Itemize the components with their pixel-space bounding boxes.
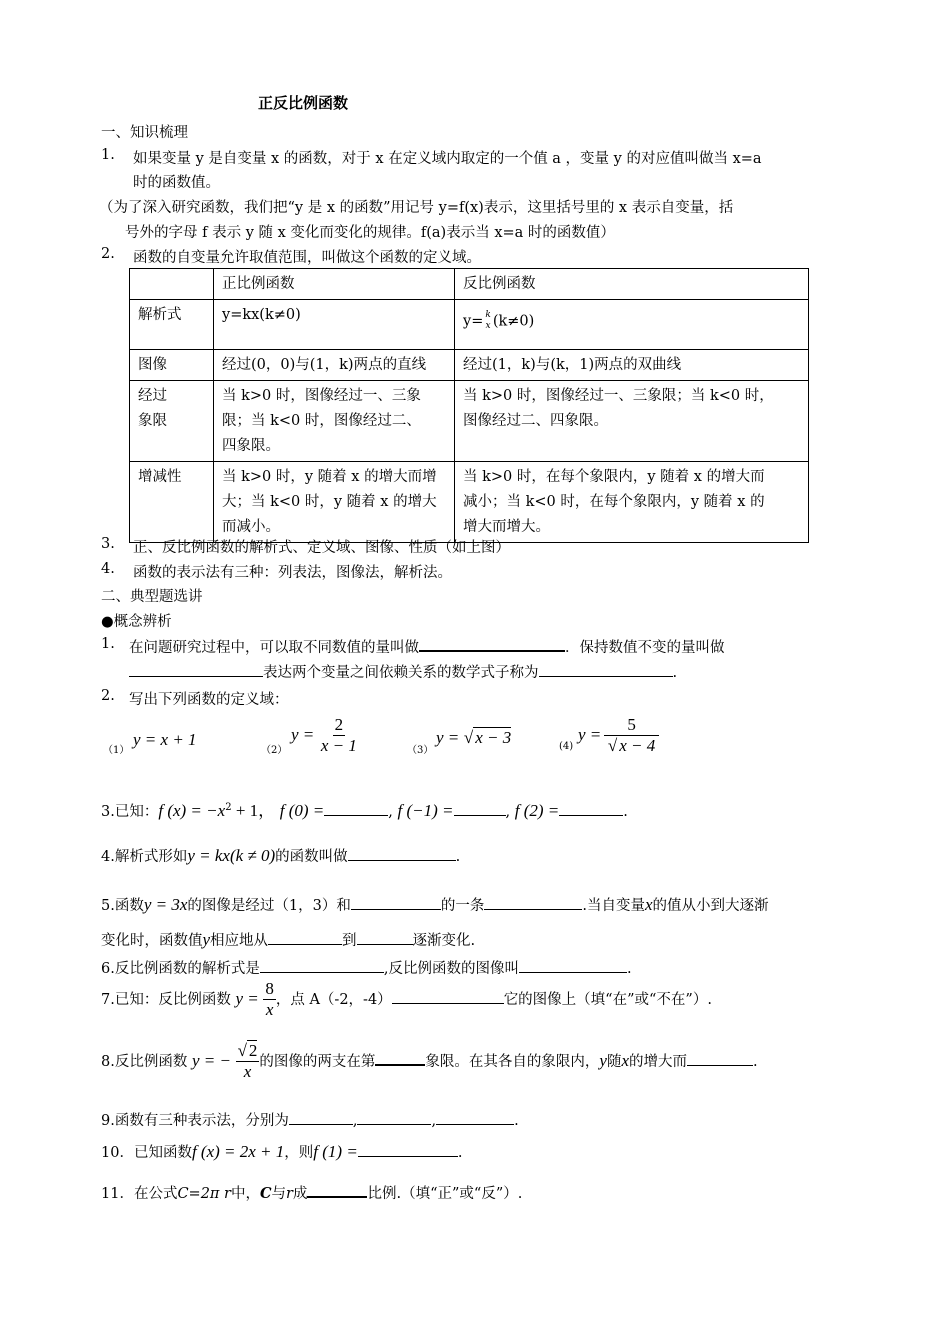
question-9-blank-2[interactable] xyxy=(357,1110,431,1125)
question-7-text-a: 7.已知：反比例函数 xyxy=(101,992,231,1009)
question-3-function: f (x) = −x xyxy=(158,801,226,820)
question-9: 9.函数有三种表示法，分别为 , , . xyxy=(101,1109,519,1130)
question-3: 3.已知：f $(x) = -x^2 + 1$， f (0) = , f (−1) = , f (2) = . xyxy=(101,801,628,820)
inverse-mono-line-3: 增大而增大。 xyxy=(463,519,550,535)
question-3-fneg1-label: f (−1) = xyxy=(397,801,454,820)
question-8: 8.反比例函数 y = − $\frac{√ 2}{x}$ 的图像的两支在第 象限。在其各自的象限内，y随x的增大而 . xyxy=(101,1041,758,1081)
inverse-formula-numerator: k xyxy=(485,310,491,320)
knowledge-item-1-line-2: 时的函数值。 xyxy=(133,175,220,191)
q2-item-3-formula xyxy=(436,728,511,748)
question-8-numerator: 2 xyxy=(248,1041,258,1060)
question-10-f1-label: f (1) = xyxy=(313,1142,358,1161)
row-label-graph: 图像 xyxy=(130,350,214,381)
question-4-text-b: 的函数叫做 xyxy=(275,849,348,865)
question-1-text-b: ．保持数值不变的量叫做 xyxy=(565,640,725,656)
knowledge-item-2-number: 2. xyxy=(101,246,115,262)
q2-item-4-radical-icon: √ xyxy=(607,735,618,755)
question-1-blank-1[interactable] xyxy=(419,636,565,652)
direct-mono-line-2: 大；当 k<0 时，y 随着 x 的增大 xyxy=(222,494,437,510)
question-4-text-a: 4.解析式形如 xyxy=(101,849,188,865)
inverse-mono-line-1: 当 k>0 时，在每个象限内，y 随着 x 的增大而 xyxy=(463,469,765,485)
direct-formula-text: y=kx(k≠0) xyxy=(222,307,301,323)
question-1-line-2 xyxy=(129,661,677,682)
inverse-formula-denominator: x xyxy=(485,320,491,331)
question-3-prefix: 3.已知： xyxy=(101,804,159,820)
q2-item-1-tag: （1） xyxy=(103,745,130,756)
question-3-function-tail: + 1， xyxy=(231,801,276,820)
question-7-denominator: x xyxy=(265,999,274,1019)
question-9-blank-1[interactable] xyxy=(289,1110,353,1125)
question-6: 6.反比例函数的解析式是 ,反比例函数的图像叫 . xyxy=(101,957,632,978)
question-5-var-y: y xyxy=(202,930,211,949)
question-1-text-c: 表达两个变量之间依赖关系的数学式子称为 xyxy=(263,665,539,681)
question-8-blank-1[interactable] xyxy=(375,1050,425,1066)
question-5-text-a: 5.函数 xyxy=(101,898,144,914)
cell-direct-monotonicity xyxy=(214,462,455,543)
table-row-monotonicity xyxy=(130,462,809,543)
question-10: 10．已知函数f (x) = 2x + 1，则f (1) = . xyxy=(101,1142,463,1161)
question-5-formula: y = 3x xyxy=(143,895,188,914)
cell-direct-quadrant xyxy=(214,381,455,462)
table-row-quadrant xyxy=(130,381,809,462)
question-11-var-r: r xyxy=(286,1186,293,1202)
question-7-lhs: y = xyxy=(235,989,259,1009)
row-label-quadrant xyxy=(130,381,214,462)
question-8-text-c: 象限。在其各自的象限内， xyxy=(425,1054,600,1071)
q2-item-3-lhs: y = xyxy=(436,728,460,747)
question-3-f2-label: f (2) = xyxy=(514,801,560,820)
knowledge-item-3-text: 正、反比例函数的解析式、定义域、图像、性质（如上图） xyxy=(133,540,510,556)
q2-item-4-formula xyxy=(578,716,657,756)
question-5-blank-2[interactable] xyxy=(484,895,582,910)
q2-item-1-formula: y = x + 1 xyxy=(133,730,197,749)
question-11-text-a: 11．在公式 xyxy=(101,1186,178,1202)
q2-item-2-denominator: x − 1 xyxy=(320,735,357,755)
q2-item-4-numerator: 5 xyxy=(604,716,659,736)
question-7-text-c: 它的图像上（填“在”或“不在”）. xyxy=(503,992,712,1009)
question-3-f0-blank[interactable] xyxy=(324,801,388,816)
question-1-text-d: . xyxy=(672,665,678,681)
direct-quadrant-line-3: 四象限。 xyxy=(222,438,280,454)
direct-quadrant-line-1: 当 k>0 时，图像经过一、三象 xyxy=(222,388,421,404)
question-7-numerator: 8 xyxy=(265,979,274,998)
question-11-formula: C=2π r xyxy=(177,1186,231,1202)
question-5-blank-4[interactable] xyxy=(357,930,413,945)
question-5-text-c: 的一条 xyxy=(440,898,485,914)
question-11-text-g: 成 xyxy=(292,1186,308,1202)
question-7 xyxy=(101,980,712,1020)
question-4-blank[interactable] xyxy=(348,846,456,861)
knowledge-item-1-number: 1. xyxy=(101,147,115,163)
section-heading-1: 一、知识梳理 xyxy=(101,125,188,141)
question-11-blank[interactable] xyxy=(307,1182,367,1198)
question-1-number: 1. xyxy=(101,636,115,652)
question-5-blank-3[interactable] xyxy=(268,930,342,945)
direct-mono-line-1: 当 k>0 时，y 随着 x 的增大而增 xyxy=(222,469,437,485)
question-10-blank[interactable] xyxy=(358,1142,458,1157)
question-5-line-1 xyxy=(101,894,769,915)
table-header-inverse: 反比例函数 xyxy=(455,269,809,300)
q2-item-4-lhs: y = xyxy=(578,725,602,745)
table-header-direct: 正比例函数 xyxy=(214,269,455,300)
cell-inverse-quadrant xyxy=(455,381,809,462)
question-8-var-y: y xyxy=(599,1051,607,1071)
inverse-formula-prefix: y= xyxy=(463,313,484,330)
table-row-graph xyxy=(130,350,809,381)
cell-inverse-formula xyxy=(455,300,809,350)
question-11-text-d: 与 xyxy=(271,1186,287,1202)
q2-item-2-tag: （2） xyxy=(261,745,288,756)
question-8-lhs: y = − xyxy=(191,1051,231,1071)
q2-item-3-tag: （3） xyxy=(407,745,434,756)
comparison-table xyxy=(129,268,809,543)
knowledge-item-1-line-1: 如果变量 y 是自变量 x 的函数，对于 x 在定义域内取定的一个值 a ，变量 y 的对应值叫做当 x=a xyxy=(133,151,762,167)
question-8-text-d: 随 xyxy=(606,1054,622,1071)
question-8-blank-2[interactable] xyxy=(687,1051,753,1066)
question-8-text-e: 的增大而 xyxy=(629,1054,687,1071)
q2-item-3-radical-icon: √ xyxy=(463,728,474,747)
table-header-row xyxy=(130,269,809,300)
question-8-var-x: x xyxy=(621,1051,629,1071)
row-label-quadrant-line-2: 象限 xyxy=(138,413,167,429)
question-1-text-a: 在问题研究过程中，可以取不同数值的量叫做 xyxy=(129,640,419,656)
question-8-text-b: 的图像的两支在第 xyxy=(259,1054,376,1071)
question-11-var-c: C xyxy=(260,1185,272,1202)
q2-item-3-radicand: x − 3 xyxy=(475,728,512,747)
question-10-text-b: ，则 xyxy=(284,1145,314,1161)
question-5-text-b: 的图像是经过（1，3）和 xyxy=(187,898,351,914)
question-10-formula: f (x) = 2x + 1 xyxy=(191,1142,285,1161)
question-9-text: 9.函数有三种表示法，分别为 xyxy=(101,1113,289,1129)
question-2-text: 写出下列函数的定义域： xyxy=(129,692,289,708)
q2-item-2-lhs: y = xyxy=(291,725,315,745)
question-4-formula: y = kx(k ≠ 0) xyxy=(187,846,276,865)
direct-mono-line-3: 而减小。 xyxy=(222,519,280,535)
question-5-text-g: 相应地从 xyxy=(210,933,269,949)
knowledge-item-3-number: 3. xyxy=(101,536,115,552)
inverse-mono-line-2: 减小；当 k<0 时，在每个象限内，y 随着 x 的 xyxy=(463,494,765,510)
inverse-quadrant-line-1: 当 k>0 时，图像经过一、三象限；当 k<0 时， xyxy=(463,388,774,404)
question-8-text-a: 8.反比例函数 xyxy=(101,1054,188,1071)
inverse-formula-suffix: (k≠0) xyxy=(492,313,535,330)
question-5-text-f: 变化时，函数值 xyxy=(101,933,203,949)
question-10-text-a: 10．已知函数 xyxy=(101,1145,192,1161)
note-line-2: 号外的字母 f 表示 y 随 x 变化而变化的规律。f(a)表示当 x=a 时的函数值） xyxy=(125,225,615,241)
cell-inverse-graph: 经过(1，k)与(k，1)两点的双曲线 xyxy=(455,350,809,381)
question-5-blank-1[interactable] xyxy=(351,895,441,910)
question-5-var-x: x xyxy=(644,895,653,914)
cell-direct-graph: 经过(0，0)与(1，k)两点的直线 xyxy=(214,350,455,381)
question-5-text-e: 的值从小到大逐渐 xyxy=(652,898,769,914)
question-2-number: 2. xyxy=(101,688,115,704)
question-1-blank-3[interactable] xyxy=(539,662,673,677)
note-line-1: （为了深入研究函数，我们把“y 是 x 的函数”用记号 y=f(x)表示，这里括号里的 x 表示自变量，括 xyxy=(99,200,734,216)
knowledge-item-4-number: 4. xyxy=(101,561,115,577)
table-row-formula xyxy=(130,300,809,350)
question-11 xyxy=(101,1182,522,1203)
question-3-fneg1-blank[interactable] xyxy=(454,801,506,816)
question-8-radical-icon: √ xyxy=(237,1041,247,1060)
question-5-line-2 xyxy=(101,929,475,950)
question-7-blank[interactable] xyxy=(392,989,504,1004)
concept-heading: ●概念辨析 xyxy=(101,614,172,630)
question-6-text-b: ,反比例函数的图像叫 xyxy=(383,961,519,977)
question-11-text-h: 比例.（填“正”或“反”）. xyxy=(367,1186,523,1202)
question-6-text-a: 6.反比例函数的解析式是 xyxy=(101,961,260,977)
question-1-blank-2[interactable] xyxy=(129,662,263,677)
table-corner-cell xyxy=(130,269,214,300)
knowledge-item-2-text: 函数的自变量允许取值范围，叫做这个函数的定义域。 xyxy=(133,250,481,266)
row-label-quadrant-line-1: 经过 xyxy=(138,388,167,404)
question-6-blank-1[interactable] xyxy=(260,958,384,973)
q2-item-2-formula xyxy=(291,716,359,756)
page-title: 正反比例函数 xyxy=(258,94,349,112)
question-9-blank-3[interactable] xyxy=(436,1110,514,1125)
question-3-exponent: 2 xyxy=(225,802,232,814)
question-3-f2-blank[interactable] xyxy=(559,801,623,816)
question-11-text-b: 中， xyxy=(231,1186,260,1202)
row-label-monotonicity: 增减性 xyxy=(130,462,214,543)
knowledge-item-4-text: 函数的表示法有三种：列表法，图像法，解析法。 xyxy=(133,565,452,581)
question-5-text-i: 逐渐变化. xyxy=(412,933,476,949)
q2-item-4-radicand: x − 4 xyxy=(619,735,656,755)
question-5-text-h: 到 xyxy=(342,933,357,949)
row-label-formula: 解析式 xyxy=(130,300,214,350)
cell-inverse-monotonicity xyxy=(455,462,809,543)
cell-direct-formula xyxy=(214,300,455,350)
q2-item-2-numerator: 2 xyxy=(334,715,344,734)
question-8-denominator: x xyxy=(243,1061,252,1081)
inverse-quadrant-line-2: 图像经过二、四象限。 xyxy=(463,413,608,429)
question-7-text-b: ，点 A（-2，-4） xyxy=(275,992,392,1009)
question-1-line-1 xyxy=(129,636,725,657)
question-4: 4.解析式形如y = kx(k ≠ 0)的函数叫做 . xyxy=(101,846,461,865)
question-5-text-d: .当自变量 xyxy=(582,898,645,914)
question-3-f0-label: f (0) = xyxy=(279,801,325,820)
q2-item-4-tag: (4) xyxy=(559,741,574,752)
direct-quadrant-line-2: 限；当 k<0 时，图像经过二、 xyxy=(222,413,421,429)
question-6-blank-2[interactable] xyxy=(519,958,627,973)
section-heading-2: 二、典型题选讲 xyxy=(101,589,203,605)
